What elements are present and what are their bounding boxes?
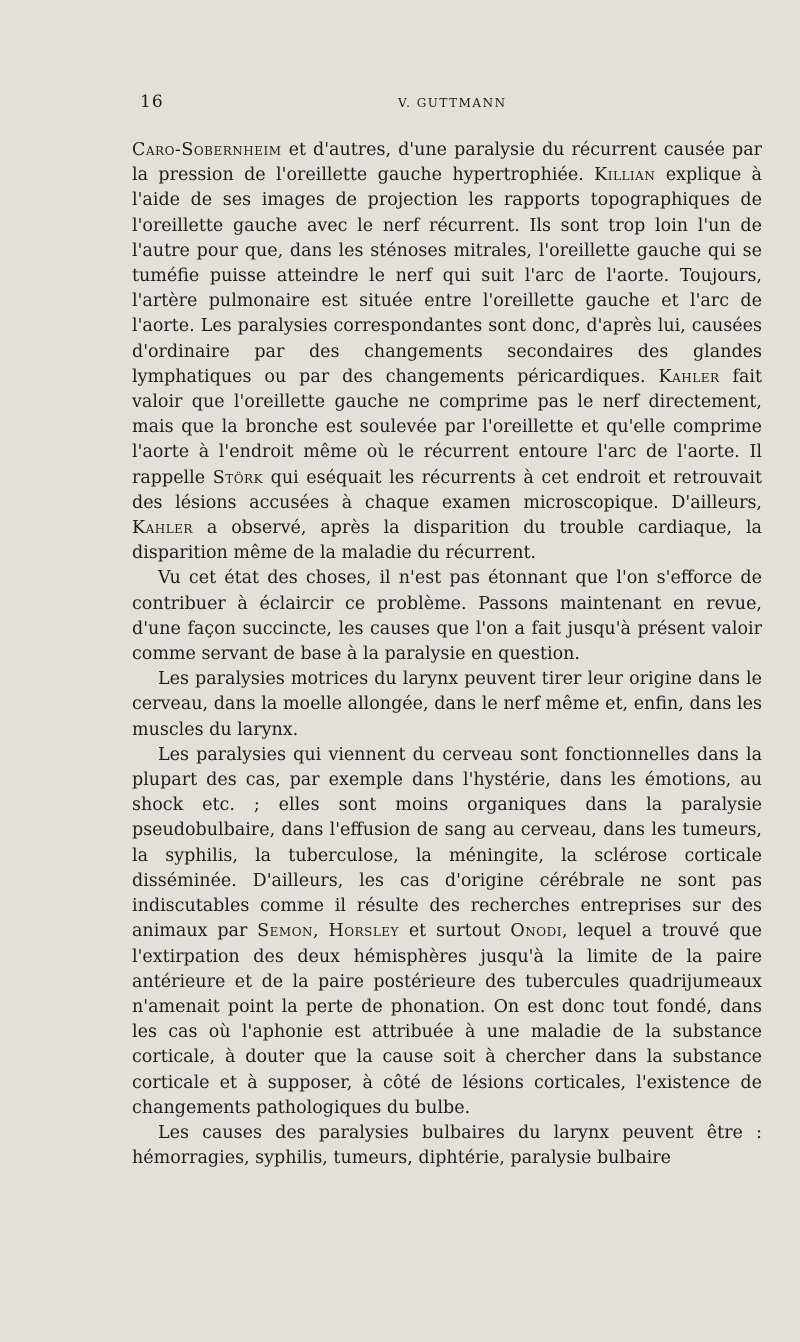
page-header [132, 92, 762, 116]
page-number: 16 [140, 92, 164, 112]
text-run: Les paralysies qui viennent du cerveau sont fonctionnelles dans la plupart des cas, par exemple dans l'hystérie, dans les émotions, au shock etc. ; elles sont moins organiques dans la paralysie pseudobulbaire, dans l'effusion de sang au cerveau, dans les tumeurs, la syphilis, la tuberculose, la méningite, la sclérose corticale disséminée. D'ailleurs, les cas d'origine cérébrale ne sont pas indiscutables comme il résulte des recherches entreprises sur des animaux par [132, 744, 762, 942]
paragraph [132, 667, 762, 743]
text-run: et d'autres, d'une paralysie du récurrent causée par la pression de l'oreillette gauche hypertrophiée. [132, 140, 762, 186]
paragraph [132, 138, 762, 566]
author-name: Kahler [132, 518, 193, 539]
text-run: a observé, après la disparition du trouble cardiaque, la disparition même de la maladie du récurrent. [132, 518, 762, 564]
body-text [132, 138, 762, 1171]
text-run: et surtout [398, 921, 511, 942]
author-name: Kahler [658, 366, 720, 387]
author-name: Caro-Sobernheim [132, 140, 282, 160]
author-name: Semon [257, 921, 314, 942]
author-name: Horsley [328, 921, 399, 942]
text-run: qui eséquait les récurrents à cet endroit et retrouvait des lésions accusées à chaque examen microscopique. D'ailleurs, [132, 467, 762, 513]
text-run: Les paralysies motrices du larynx peuvent tirer leur origine dans le cerveau, dans la moelle allongée, dans le nerf même et, enfin, dans les muscles du larynx. [132, 669, 762, 740]
text-run: Vu cet état des choses, il n'est pas étonnant que l'on s'efforce de contribuer à éclaircir ce problème. Passons maintenant en revue, d'une façon succincte, les causes que l'on a fait jusqu'à présent valoir comme servant de base à la paralysie en question. [132, 568, 762, 665]
text-run: explique à l'aide de ses images de projection les rapports topographiques de l'oreillette gauche avec le nerf récurrent. Ils sont trop loin l'un de l'autre pour que, dans les sténoses mitrales, l'oreillette gauche qui se tuméfie puisse atteindre le nerf qui suit l'arc de l'aorte. Toujours, l'artère pulmonaire est située entre l'oreillette gauche et l'arc de l'aorte. Les paralysies correspondantes sont donc, d'après lui, causées d'ordinaire par des changements secondaires des glandes lymphatiques ou par des changements péricardiques. [132, 165, 762, 387]
running-head: V. GUTTMANN [398, 96, 507, 110]
author-name: Killian [594, 165, 656, 186]
paragraph [132, 566, 762, 667]
text-run: Les causes des paralysies bulbaires du larynx peuvent être : hémorragies, syphilis, tumeurs, diphtérie, paralysie bulbaire [132, 1122, 762, 1169]
text-run: , [313, 921, 329, 942]
paragraph [132, 1121, 762, 1171]
text-run: , lequel a trouvé que l'extirpation des deux hémisphères jusqu'à la limite de la paire antérieure et de la paire postérieure des tubercules quadrijumeaux n'amenait point la perte de phonation. On est donc tout fondé, dans les cas où l'aphonie est attribuée à une maladie de la substance corticale, à douter que la cause soit à chercher dans la substance corticale et à supposer, à côté de lésions corticales, l'existence de changements pathologiques du bulbe. [132, 921, 762, 1118]
author-name: Onodi [510, 921, 562, 942]
paragraph [132, 743, 762, 1121]
author-name: Störk [212, 467, 264, 488]
text-run: fait valoir que l'oreillette gauche ne comprime pas le nerf directement, mais que la bronche est soulevée par l'oreillette et qu'elle comprime l'aorte à l'endroit même où le récurrent entoure l'arc de l'aorte. Il rappelle [132, 366, 763, 488]
